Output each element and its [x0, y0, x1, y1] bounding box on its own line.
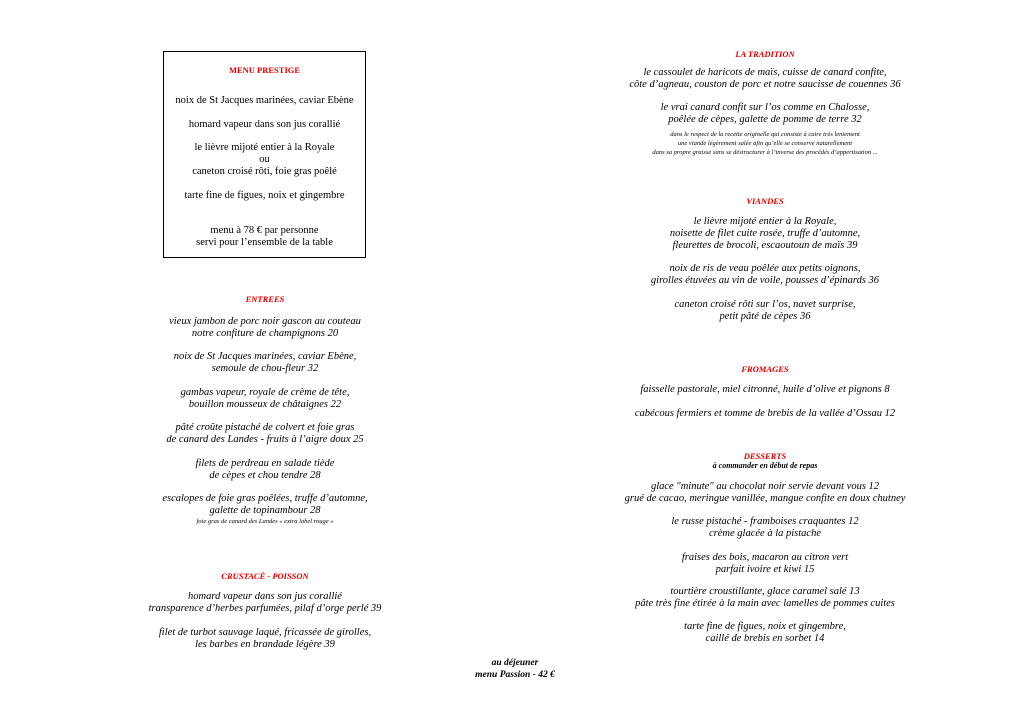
- dish-line: fraises des bois, macaron au citron vert: [681, 552, 849, 563]
- dish-line: tourtière croustillante, glace caramel salé 13: [670, 586, 860, 597]
- entree-dish: [140, 351, 390, 375]
- tradition-notes: [600, 130, 930, 157]
- tradition-dish: [600, 102, 930, 126]
- viandes-title: VIANDES: [746, 196, 784, 206]
- footer-line-menu-passion: menu Passion - 42 €: [475, 670, 555, 680]
- dish-line: grué de cacao, meringue vanillée, mangue confite en doux chutney: [624, 493, 906, 504]
- dish-line: escalopes de foie gras poêlées, truffe d’automne,: [162, 493, 368, 504]
- dish-line: de cèpes et chou tendre 28: [209, 470, 321, 481]
- dish-line: le russe pistaché - framboises craquantes 12: [671, 516, 859, 527]
- dish-line: petit pâté de cèpes 36: [719, 311, 811, 322]
- entree-dish: [140, 422, 390, 446]
- lunch-menu-footer: [450, 657, 580, 681]
- dish-line: pâté croûte pistaché de colvert et foie gras: [175, 422, 355, 433]
- dish-line: poêlée de cèpes, galette de pomme de terre 32: [668, 114, 862, 125]
- dish-line: les barbes en brandade légère 39: [195, 639, 335, 650]
- entree-dish: [140, 458, 390, 482]
- footer-line-lunch: au déjeuner: [491, 658, 539, 668]
- foie-gras-note: foie gras de canard des Landes « extra label rouge »: [196, 518, 334, 525]
- crustace-title: CRUSTACÉ - POISSON: [221, 571, 309, 581]
- viande-dish: [600, 216, 930, 252]
- prestige-item: caneton croisé rôti, foie gras poêlé: [192, 166, 337, 177]
- dish-line: fleurettes de brocoli, escaoutoun de maïs 39: [672, 240, 858, 251]
- dessert-dish: [600, 552, 930, 576]
- prestige-or: ou: [259, 154, 270, 165]
- dish-line: filets de perdreau en salade tiède: [195, 458, 335, 469]
- dish-line: filet de turbot sauvage laqué, fricassée de girolles,: [158, 627, 372, 638]
- tradition-note: dans sa propre graisse sans se déstructurer à l’inverse des procédés d’appertisation ...: [652, 149, 878, 156]
- fromages-title: FROMAGES: [741, 364, 789, 374]
- dish-line: galette de topinambour 28: [209, 505, 321, 516]
- dish-line: notre confiture de champignons 20: [191, 328, 339, 339]
- entrees-title: ENTREES: [245, 294, 285, 304]
- dish-line: transparence d’herbes parfumées, pilaf d’orge perlé 39: [148, 603, 382, 614]
- menu-prestige-box: [163, 51, 366, 258]
- dessert-dish: [600, 481, 930, 505]
- prestige-item: tarte fine de figues, noix et gingembre: [184, 190, 345, 201]
- dish-line: faisselle pastorale, miel citronné, huile d’olive et pignons 8: [640, 384, 890, 395]
- dish-line: vieux jambon de porc noir gascon au couteau: [169, 316, 361, 327]
- dish-line: caillé de brebis en sorbet 14: [705, 633, 825, 644]
- tradition-note: une viande légèrement salée afin qu’elle se conserve naturellement: [677, 140, 853, 147]
- desserts-subtitle: à commander en début de repas: [712, 461, 818, 470]
- fromage-dish: [600, 384, 930, 396]
- entree-dish: [140, 493, 390, 526]
- dish-line: caneton croisé rôti sur l’os, navet surprise,: [674, 299, 856, 310]
- dish-line: tarte fine de figues, noix et gingembre,: [684, 621, 846, 632]
- dish-line: homard vapeur dans son jus corallié: [188, 591, 342, 602]
- dish-line: girolles étuvées au vin de voile, pousses d’épinards 36: [650, 275, 880, 286]
- dish-line: cabécous fermiers et tomme de brebis de la vallée d’Ossau 12: [634, 408, 896, 419]
- tradition-note: dans le respect de la recette originelle qui consiste à cuire très lentement: [670, 131, 860, 138]
- entree-dish: [140, 387, 390, 411]
- prestige-price: menu à 78 € par personne: [210, 225, 319, 236]
- dish-line: noix de St Jacques marinées, caviar Ebène,: [173, 351, 357, 362]
- dish-line: semoule de chou-fleur 32: [211, 363, 319, 374]
- menu-prestige-title: MENU PRESTIGE: [228, 65, 301, 75]
- prestige-item: homard vapeur dans son jus corallié: [188, 119, 341, 130]
- prestige-item: noix de St Jacques marinées, caviar Ebène: [175, 95, 354, 106]
- dish-line: le cassoulet de haricots de maïs, cuisse de canard confite,: [643, 67, 887, 78]
- tradition-dish: [600, 67, 930, 91]
- dish-line: crème glacée à la pistache: [709, 528, 821, 539]
- dish-line: côte d’agneau, couston de porc et notre saucisse de couennes 36: [629, 79, 901, 90]
- dish-line: glace "minute" au chocolat noir servie devant vous 12: [650, 481, 880, 492]
- dish-line: pâte très fine étirée à la main avec lamelles de pommes cuites: [635, 598, 895, 609]
- dish-line: parfait ivoire et kiwi 15: [715, 564, 815, 575]
- crustace-dish: [140, 591, 390, 615]
- viande-dish: [600, 263, 930, 287]
- prestige-note: servi pour l’ensemble de la table: [196, 237, 333, 248]
- entree-dish: [140, 316, 390, 340]
- dessert-dish: [600, 516, 930, 540]
- crustace-dish: [140, 627, 390, 651]
- dish-line: noix de ris de veau poêlée aux petits oignons,: [669, 263, 861, 274]
- fromage-dish: [600, 408, 930, 420]
- dish-line: de canard des Landes - fruits à l’aigre doux 25: [166, 434, 364, 445]
- dish-line: le vrai canard confit sur l’os comme en Chalosse,: [660, 102, 870, 113]
- dish-line: gambas vapeur, royale de crème de tête,: [180, 387, 350, 398]
- viande-dish: [600, 299, 930, 323]
- dish-line: le lièvre mijoté entier à la Royale,: [693, 216, 837, 227]
- desserts-title: DESSERTS: [743, 451, 787, 461]
- dessert-dish: [600, 621, 930, 645]
- dish-line: noisette de filet cuite rosée, truffe d’automne,: [669, 228, 861, 239]
- prestige-item: le lièvre mijoté entier à la Royale: [194, 142, 335, 153]
- tradition-title: LA TRADITION: [735, 49, 795, 59]
- dish-line: bouillon mousseux de châtaignes 22: [188, 399, 342, 410]
- dessert-dish: [600, 586, 930, 610]
